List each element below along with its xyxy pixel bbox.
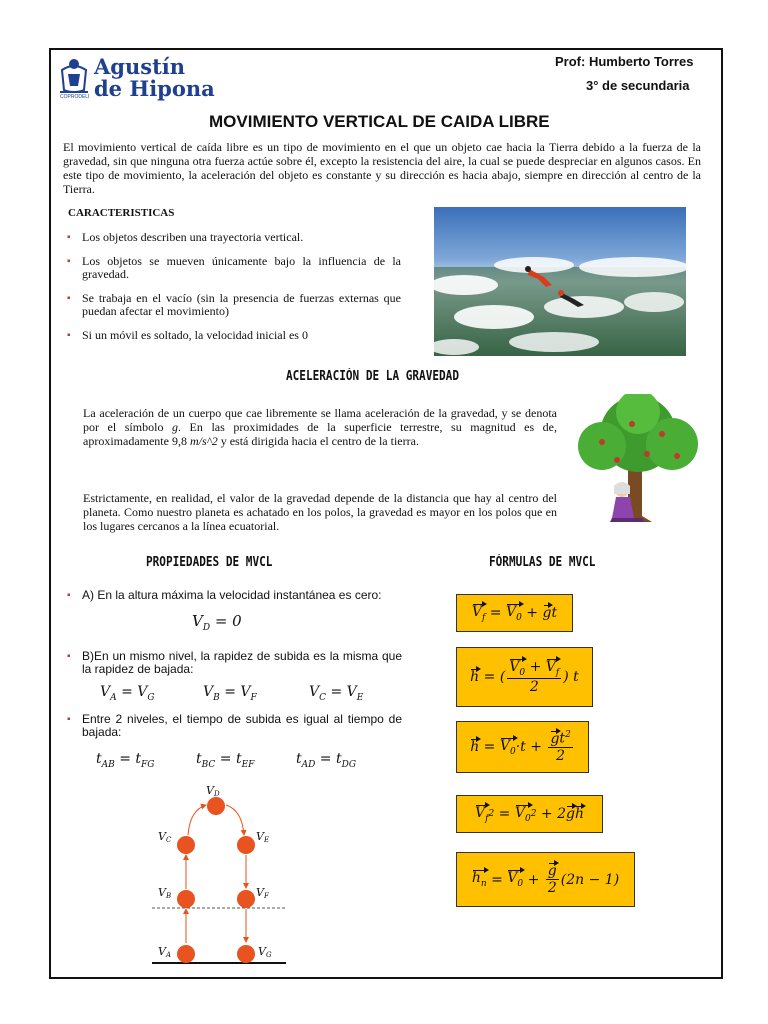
ball-b <box>177 890 195 908</box>
intro-paragraph: El movimiento vertical de caída libre es un tipo de movimiento en el que un objeto cae hacia la Tierra debido a la fuerza de la gravedad, sin que ninguna otra fuerza actúe sobre él, excepto la resistencia del aire, la cual se puede despreciar en algunos casos. En este tipo de movimiento, la aceleración del objeto es constante y su dirección es hacia abajo, siempre en dirección al centro de la Tierra. <box>63 140 701 196</box>
formula-va-vg: $V_A = V_G$ <box>100 684 155 703</box>
gravity-heading: ACELERACIÓN DE LA GRAVEDAD <box>286 369 459 384</box>
formula-box-3: h = $V_0$ ·t + $\frac{gt^2}{2}$ <box>456 721 589 773</box>
formula-tad-tdg: $t_{AD} = t_{DG}$ <box>296 751 357 770</box>
svg-text:VD: VD <box>206 784 220 798</box>
formula-vb-vf: $V_B = V_F$ <box>203 684 257 703</box>
svg-text:VB: VB <box>158 886 172 900</box>
formula-vc-ve: $V_C = V_E$ <box>309 684 364 703</box>
ball-g <box>237 945 255 963</box>
formula-box-5: $h_n$ = $V_0$ + $\frac{g}{2}$ (2n − 1) <box>456 852 635 907</box>
formula-box-2: h = ( $\frac{V_0 + V_f}{2}$ ) t <box>456 647 593 707</box>
svg-text:VG: VG <box>258 945 272 959</box>
list-item: ▪ A) En la altura máxima la velocidad instantánea es cero: <box>67 589 402 602</box>
features-heading: CARACTERISTICAS <box>68 207 175 219</box>
formula-tab-tfg: $t_{AB} = t_{FG}$ <box>96 751 155 770</box>
features-list <box>67 231 401 342</box>
list-item: ▪ Se trabaja en el vacío (sin la presencia de fuerzas externas que puedan afectar el movimiento) <box>67 292 401 318</box>
property-a <box>67 589 402 602</box>
properties-heading: PROPIEDADES DE MVCL <box>146 555 273 570</box>
school-logo-caption: COPRODELI <box>60 94 90 100</box>
list-item: ▪ Entre 2 niveles, el tiempo de subida es igual al tiempo de bajada: <box>67 713 402 739</box>
formulas-heading: FÓRMULAS DE MVCL <box>489 555 596 570</box>
page-title: MOVIMIENTO VERTICAL DE CAIDA LIBRE <box>209 112 550 131</box>
property-b <box>67 650 402 676</box>
list-item: ▪ Si un móvil es soltado, la velocidad inicial es 0 <box>67 329 401 342</box>
grade-level: 3° de secundaria <box>586 78 690 93</box>
list-item: ▪ Los objetos se mueven únicamente bajo la influencia de la gravedad. <box>67 255 401 281</box>
school-logo-icon <box>56 56 92 96</box>
list-item: ▪ B)En un mismo nivel, la rapidez de subida es la misma que la rapidez de bajada: <box>67 650 402 676</box>
formula-box-4: $V_f$ 2 = $V_0$ 2 + 2 g h <box>456 795 603 833</box>
skydivers-photo <box>434 207 686 356</box>
ball-e <box>237 836 255 854</box>
ball-d <box>207 797 225 815</box>
property-c <box>67 713 402 739</box>
svg-text:VF: VF <box>256 886 269 900</box>
ball-c <box>177 836 195 854</box>
ball-f <box>237 890 255 908</box>
svg-text:VE: VE <box>256 830 270 844</box>
formula-vd: $V_D = 0$ <box>192 612 242 633</box>
formula-tbc-tef: $t_{BC} = t_{EF}$ <box>196 751 255 770</box>
school-logo-text: Agustín de Hipona <box>94 54 215 101</box>
teacher-name: Prof: Humberto Torres <box>555 54 694 69</box>
gravity-paragraph-2: Estrictamente, en realidad, el valor de la gravedad depende de la distancia que hay al centro del planeta. Como nuestro planeta es achatado en los polos, la gravedad es mayor en los polos que en los lugares cercanos a la línea ecuatorial. <box>83 491 557 533</box>
list-item: ▪ Los objetos describen una trayectoria vertical. <box>67 231 401 244</box>
formula-box-1: $V_f$ = $V_0$ + g t <box>456 594 573 632</box>
svg-text:VC: VC <box>158 830 172 844</box>
ball-a <box>177 945 195 963</box>
gravity-paragraph-1: La aceleración de un cuerpo que cae libremente se llama aceleración de la gravedad, y se denota por el símbolo g. En las proximidades de la superficie terrestre, su magnitud es de, aproximadamente 9,8 m/s^2 y está dirigida hacia el centro de la tierra. <box>83 406 558 448</box>
motion-diagram <box>150 780 290 968</box>
newton-tree-illustration <box>572 394 704 524</box>
svg-text:VA: VA <box>158 945 172 959</box>
